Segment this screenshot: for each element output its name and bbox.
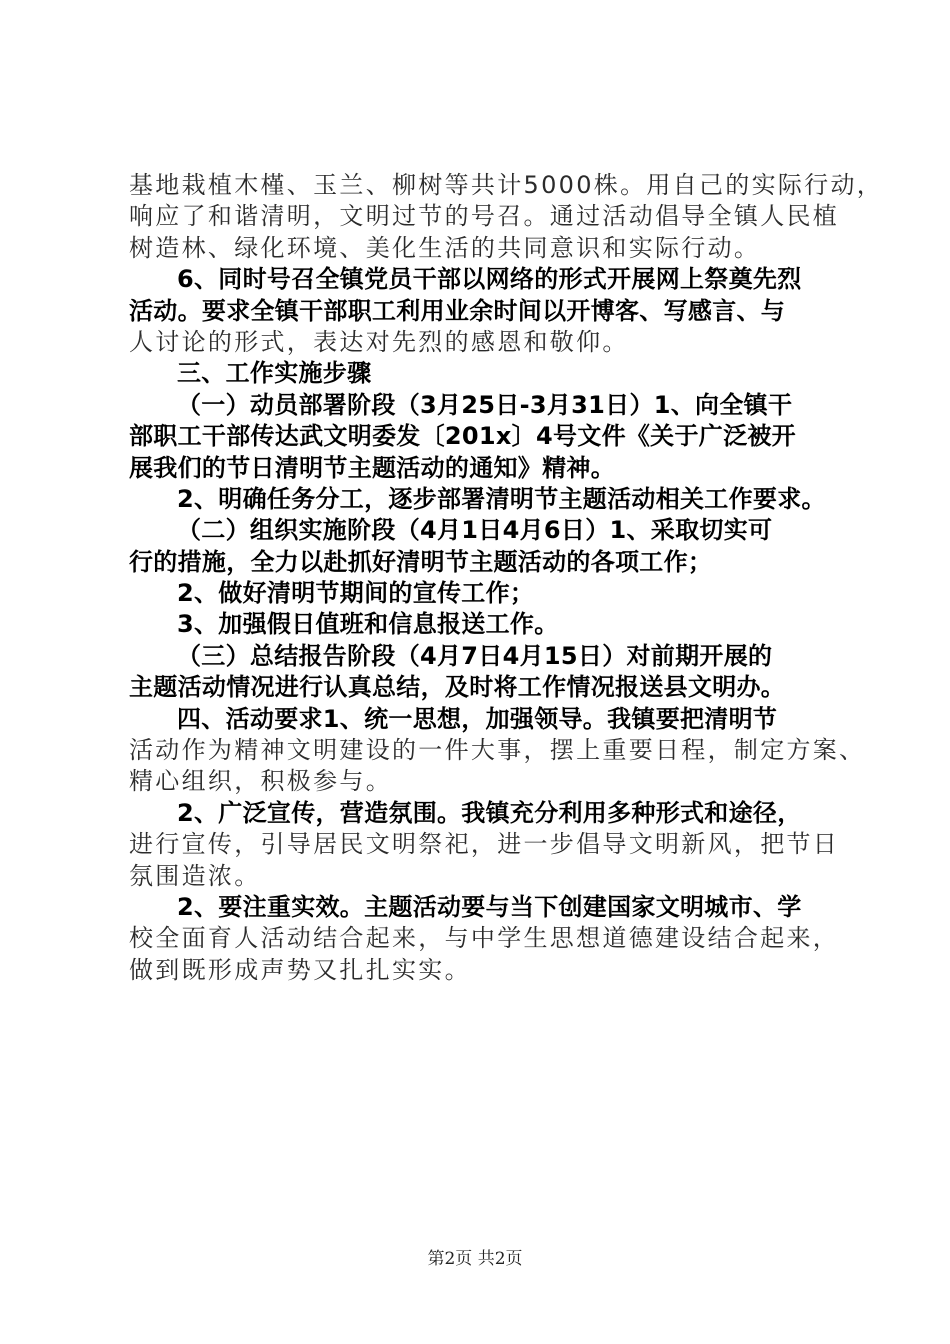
body-line: 行的措施，全力以赴抓好清明节主题活动的各项工作；	[129, 547, 713, 576]
body-line: 活动。要求全镇干部职工利用业余时间以开博客、写感言、与	[129, 296, 786, 325]
body-line: 树造林、绿化环境、美化生活的共同意识和实际行动。	[129, 233, 761, 262]
body-line: 做到既形成声势又扎扎实实。	[129, 955, 471, 984]
body-line: 2、广泛宣传，营造氛围。我镇充分利用多种形式和途径，	[177, 798, 802, 827]
body-line: 2、要注重实效。主题活动要与当下创建国家文明城市、学	[177, 892, 802, 921]
section-heading: 三、工作实施步骤	[177, 359, 372, 388]
body-line: 展我们的节日清明节主题活动的通知》精神。	[129, 453, 615, 482]
body-line: 氛围造浓。	[129, 861, 261, 890]
body-line: 主题活动情况进行认真总结，及时将工作情况报送县文明办。	[129, 673, 786, 702]
body-line: 响应了和谐清明，文明过节的号召。通过活动倡导全镇人民植	[129, 202, 840, 231]
body-line: 基地栽植木槿、玉兰、柳树等共计5000株。用自己的实际行动，	[129, 171, 884, 199]
body-line: 部职工干部传达武文明委发〔201x〕4号文件《关于广泛被开	[129, 422, 796, 451]
body-line: 四、活动要求1、统一思想，加强领导。我镇要把清明节	[177, 704, 778, 733]
body-line: 精心组织，积极参与。	[129, 767, 392, 796]
body-line: 人讨论的形式，表达对先烈的感恩和敬仰。	[129, 327, 629, 356]
document-body	[129, 170, 884, 986]
body-line: （三）总结报告阶段（4月7日4月15日）对前期开展的	[177, 641, 773, 670]
body-line: 6、同时号召全镇党员干部以网络的形式开展网上祭奠先烈	[177, 265, 802, 294]
page-number-footer: 第2页 共2页	[427, 1249, 523, 1269]
body-line: 校全面育人活动结合起来，与中学生思想道德建设结合起来，	[129, 924, 840, 953]
body-line: 2、明确任务分工，逐步部署清明节主题活动相关工作要求。	[177, 484, 826, 513]
body-line: 活动作为精神文明建设的一件大事，摆上重要日程，制定方案、	[129, 736, 866, 765]
body-line: 2、做好清明节期间的宣传工作；	[177, 579, 535, 608]
body-line: 进行宣传，引导居民文明祭祀，进一步倡导文明新风，把节日	[129, 830, 840, 859]
body-line: （一）动员部署阶段（3月25日-3月31日）1、向全镇干	[177, 390, 793, 419]
body-line: （二）组织实施阶段（4月1日4月6日）1、采取切实可	[177, 516, 773, 545]
body-line: 3、加强假日值班和信息报送工作。	[177, 610, 559, 639]
